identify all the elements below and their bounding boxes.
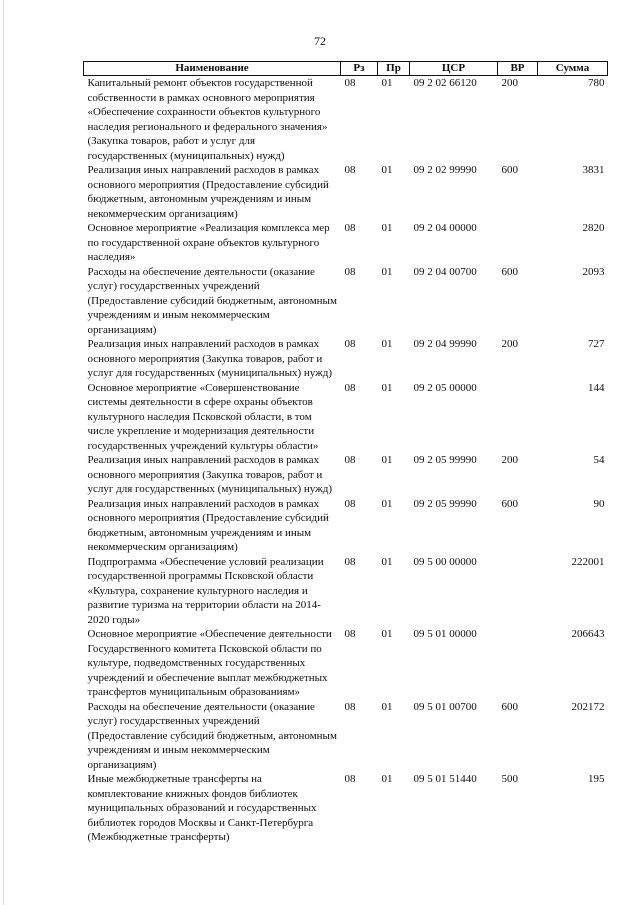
cell-pr: 01 <box>381 222 393 234</box>
header-row <box>84 62 608 76</box>
cell-rz: 08 <box>344 164 356 176</box>
cell-sum: 3831 <box>582 164 605 176</box>
header-pr: Пр <box>378 62 410 76</box>
cell-name: Реализация иных направлений расходов в рамках основного мероприятия (Предоставление субсидий бюджетным, автономным учреждениям и иным некоммерческим организациям) <box>87 497 329 553</box>
cell-name: Расходы на обеспечение деятельности (оказание услуг) государственных учреждений (Предоставление субсидий бюджетным, автономным учреждениям и иным некоммерческим организациям) <box>87 700 337 771</box>
scan-edge <box>3 0 4 905</box>
cell-sum: 780 <box>588 77 605 89</box>
cell-csr: 09 2 04 99990 <box>413 338 477 350</box>
cell-rz: 08 <box>344 265 356 278</box>
cell-rz: 08 <box>344 338 356 350</box>
cell-vr: 200 <box>501 77 518 89</box>
cell-vr: 600 <box>501 497 518 510</box>
cell-sum: 222001 <box>571 555 605 568</box>
table-row <box>84 700 608 773</box>
cell-name: Расходы на обеспечение деятельности (оказание услуг) государственных учреждений (Предоставление субсидий бюджетным, автономным учреждениям и иным некоммерческим организациям) <box>87 265 337 336</box>
cell-name: Капитальный ремонт объектов государственной собственности в рамках основного мероприятия «Обеспечение сохранности объектов культурного наследия регионального и федерального значения» (Закупка товаров, работ и услуг для государственных (муниципальных) нужд) <box>87 77 328 162</box>
cell-pr: 01 <box>381 338 393 350</box>
cell-pr: 01 <box>381 454 393 466</box>
cell-name: Реализация иных направлений расходов в рамках основного мероприятия (Предоставление субсидий бюджетным, автономным учреждениям и иным некоммерческим организациям) <box>87 164 329 220</box>
cell-csr: 09 5 01 00700 <box>413 700 477 713</box>
cell-vr: 500 <box>501 773 518 785</box>
cell-vr: 200 <box>501 338 518 350</box>
cell-rz: 08 <box>344 773 356 785</box>
cell-sum: 202172 <box>571 700 605 713</box>
cell-vr <box>498 381 538 454</box>
cell-rz: 08 <box>344 628 356 640</box>
cell-name: Основное мероприятие «Обеспечение деятельности Государственного комитета Псковской области по культуре, подведомственных государственных учреждений и обеспечение выплат межбюджетных трансфертов муниципальным образованиям» <box>87 628 332 698</box>
table-row <box>84 772 608 845</box>
cell-name: Основное мероприятие «Совершенствование системы деятельности в сфере охраны объектов культурного наследия Псковской области, в том числе укрепление и модернизация деятельности государственных учреждений культуры области» <box>87 381 319 452</box>
table-row <box>84 555 608 628</box>
table-row <box>84 453 608 497</box>
cell-vr: 200 <box>501 454 518 466</box>
table-row <box>84 265 608 338</box>
cell-name: Иные межбюджетные трансферты на комплектование книжных фондов библиотек муниципальных образований и государственных библиотек городов Москвы и Санкт-Петербурга (Межбюджетные трансферты) <box>87 773 317 843</box>
table-body <box>84 76 608 845</box>
cell-pr: 01 <box>381 628 393 640</box>
cell-vr: 600 <box>501 265 518 278</box>
cell-sum: 206643 <box>571 628 605 640</box>
cell-pr: 01 <box>381 265 393 278</box>
cell-csr: 09 2 02 99990 <box>413 164 477 176</box>
header-rz: Рз <box>341 62 378 76</box>
cell-csr: 09 2 05 99990 <box>413 454 477 466</box>
cell-sum: 90 <box>593 497 605 510</box>
cell-name: Основное мероприятие «Реализация комплекса мер по государственной охране объектов культурного наследия» <box>87 222 330 263</box>
cell-pr: 01 <box>381 164 393 176</box>
header-vr: ВР <box>498 62 538 76</box>
table-row <box>84 163 608 221</box>
cell-csr: 09 2 04 00700 <box>413 265 477 278</box>
cell-rz: 08 <box>344 454 356 466</box>
cell-sum: 727 <box>588 338 605 350</box>
header-csr: ЦСР <box>410 62 498 76</box>
cell-pr: 01 <box>381 497 393 510</box>
table-row <box>84 221 608 265</box>
cell-pr: 01 <box>381 555 393 568</box>
cell-vr: 600 <box>501 700 518 713</box>
cell-csr: 09 5 00 00000 <box>413 555 477 568</box>
cell-pr: 01 <box>381 381 393 394</box>
cell-csr: 09 5 01 51440 <box>413 773 477 785</box>
table-row <box>84 337 608 381</box>
cell-rz: 08 <box>344 381 356 394</box>
header-name: Наименование <box>84 62 341 76</box>
cell-sum: 144 <box>588 381 605 394</box>
cell-vr <box>498 555 538 628</box>
cell-csr: 09 2 05 00000 <box>413 381 477 394</box>
cell-pr: 01 <box>381 77 393 89</box>
cell-sum: 54 <box>593 454 605 466</box>
cell-pr: 01 <box>381 773 393 785</box>
cell-rz: 08 <box>344 222 356 234</box>
cell-sum: 2820 <box>582 222 605 234</box>
cell-rz: 08 <box>344 497 356 510</box>
cell-csr: 09 5 01 00000 <box>413 628 477 640</box>
cell-vr <box>498 221 538 265</box>
cell-rz: 08 <box>344 700 356 713</box>
page-number: 72 <box>314 34 326 48</box>
table-row <box>84 497 608 555</box>
cell-rz: 08 <box>344 555 356 568</box>
cell-csr: 09 2 04 00000 <box>413 222 477 234</box>
budget-table <box>83 61 608 845</box>
cell-pr: 01 <box>381 700 393 713</box>
cell-sum: 2093 <box>582 265 605 278</box>
cell-vr <box>498 627 538 700</box>
table-header <box>84 62 608 76</box>
header-sum: Сумма <box>538 62 608 76</box>
cell-csr: 09 2 05 99990 <box>413 497 477 510</box>
cell-name: Реализация иных направлений расходов в рамках основного мероприятия (Закупка товаров, работ и услуг для государственных (муниципальных) нужд) <box>87 454 333 495</box>
cell-rz: 08 <box>344 77 356 89</box>
cell-vr: 600 <box>501 164 518 176</box>
cell-csr: 09 2 02 66120 <box>413 77 477 89</box>
table-row <box>84 76 608 164</box>
table-row <box>84 627 608 700</box>
cell-sum: 195 <box>588 773 605 785</box>
table-row <box>84 381 608 454</box>
cell-name: Реализация иных направлений расходов в рамках основного мероприятия (Закупка товаров, работ и услуг для государственных (муниципальных) нужд) <box>87 338 333 379</box>
cell-name: Подпрограмма «Обеспечение условий реализации государственной программы Псковской области «Культура, сохранение культурного наследия и развитие туризма на территории области на 2014-2020 годы» <box>87 555 324 626</box>
